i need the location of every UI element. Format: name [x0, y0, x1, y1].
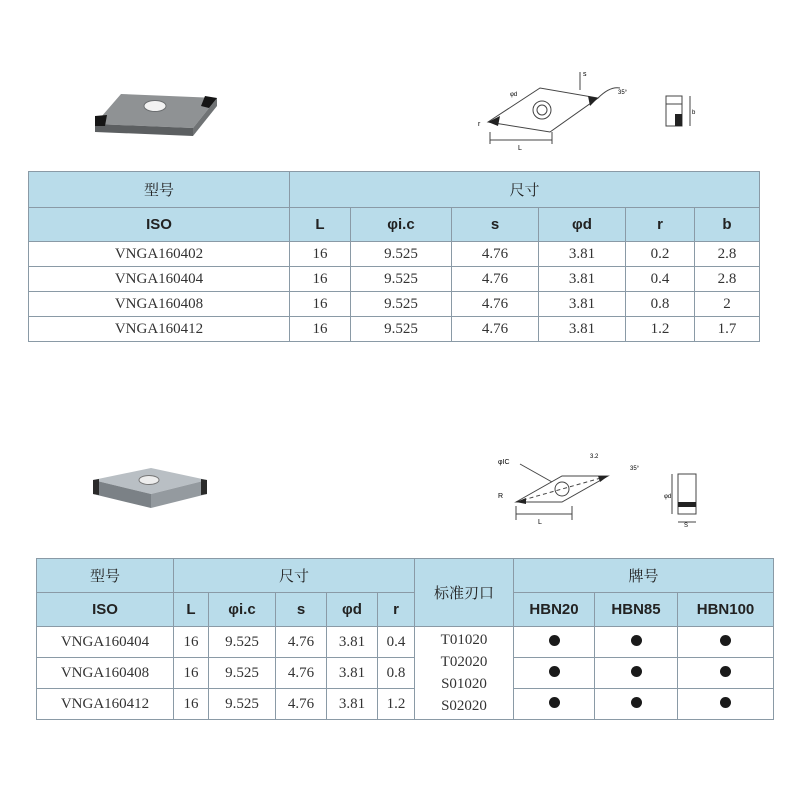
cell-s: 4.76: [452, 317, 539, 342]
cell-d: 3.81: [539, 292, 626, 317]
header-b: b: [695, 208, 760, 242]
header-edge: 标准刃口: [415, 559, 514, 627]
header-model: 型号: [29, 172, 290, 208]
table-row: [29, 292, 760, 317]
header-model: 型号: [37, 559, 174, 593]
availability-dot-icon: [720, 697, 731, 708]
cell-L: 16: [290, 317, 351, 342]
header-s: s: [452, 208, 539, 242]
drawing2-label-R: R: [498, 493, 504, 500]
cell-ic: 9.525: [351, 267, 452, 292]
insert-image-2: [85, 462, 215, 514]
cell-hbn85: [595, 689, 678, 720]
table-row: [29, 267, 760, 292]
table-row: [29, 242, 760, 267]
cell-iso: VNGA160412: [37, 689, 174, 720]
cell-r: 0.4: [378, 627, 415, 658]
spec-table-1: [28, 171, 760, 342]
header-grade: 牌号: [514, 559, 774, 593]
cell-ic: 9.525: [351, 292, 452, 317]
cell-L: 16: [290, 292, 351, 317]
cell-ic: 9.525: [351, 242, 452, 267]
table-row: [37, 689, 774, 720]
cell-s: 4.76: [452, 267, 539, 292]
availability-dot-icon: [720, 635, 731, 646]
header-iso: ISO: [29, 208, 290, 242]
cell-edge-codes: [415, 627, 514, 720]
cell-hbn100: [678, 658, 774, 689]
cell-d: 3.81: [327, 658, 378, 689]
cell-hbn85: [595, 658, 678, 689]
cell-s: 4.76: [276, 689, 327, 720]
header-hbn100: HBN100: [678, 593, 774, 627]
cell-s: 4.76: [276, 627, 327, 658]
cell-r: 0.8: [378, 658, 415, 689]
technical-drawing-2: [490, 446, 660, 534]
drawing1-label-d: φd: [510, 92, 518, 98]
cell-hbn100: [678, 689, 774, 720]
edge-code: T02020: [440, 654, 488, 670]
availability-dot-icon: [631, 635, 642, 646]
cell-hbn20: [514, 689, 595, 720]
side-view-drawing-2: [664, 468, 708, 528]
cell-ic: 9.525: [209, 627, 276, 658]
header-dimensions: 尺寸: [290, 172, 760, 208]
cell-s: 4.76: [276, 658, 327, 689]
cell-hbn20: [514, 658, 595, 689]
technical-drawing-1: [470, 60, 650, 160]
edge-code: S02020: [441, 698, 487, 714]
cell-d: 3.81: [539, 267, 626, 292]
header-L: L: [290, 208, 351, 242]
cell-iso: VNGA160404: [37, 627, 174, 658]
cell-r: 0.4: [626, 267, 695, 292]
header-s: s: [276, 593, 327, 627]
cell-L: 16: [174, 658, 209, 689]
table-row: [37, 658, 774, 689]
cell-b: 2.8: [695, 267, 760, 292]
availability-dot-icon: [549, 697, 560, 708]
cell-ic: 9.525: [209, 689, 276, 720]
spec-table-2: [36, 558, 774, 720]
header-d: φd: [327, 593, 378, 627]
edge-code: T01020: [440, 632, 488, 648]
availability-dot-icon: [631, 666, 642, 677]
header-dimensions: 尺寸: [174, 559, 415, 593]
cell-s: 4.76: [452, 292, 539, 317]
cell-iso: VNGA160408: [29, 292, 290, 317]
cell-b: 1.7: [695, 317, 760, 342]
header-r: r: [626, 208, 695, 242]
cell-iso: VNGA160404: [29, 267, 290, 292]
header-d: φd: [539, 208, 626, 242]
table-row: [37, 627, 774, 658]
cell-b: 2.8: [695, 242, 760, 267]
cell-d: 3.81: [327, 689, 378, 720]
cell-iso: VNGA160408: [37, 658, 174, 689]
cell-b: 2: [695, 292, 760, 317]
availability-dot-icon: [549, 635, 560, 646]
side-view-drawing-1: [660, 92, 700, 132]
header-hbn20: HBN20: [514, 593, 595, 627]
drawing1-label-s: s: [583, 71, 587, 78]
header-L: L: [174, 593, 209, 627]
drawing2-label-angle: 35°: [630, 466, 640, 472]
drawing2-label-s: S: [684, 523, 689, 528]
availability-dot-icon: [720, 666, 731, 677]
header-ic: φi.c: [351, 208, 452, 242]
cell-ic: 9.525: [209, 658, 276, 689]
drawing2-label-d: φd: [664, 494, 672, 500]
drawing1-label-L: L: [518, 145, 522, 152]
drawing1-label-r: r: [478, 121, 481, 128]
cell-d: 3.81: [539, 242, 626, 267]
cell-L: 16: [290, 242, 351, 267]
cell-d: 3.81: [539, 317, 626, 342]
header-ic: φi.c: [209, 593, 276, 627]
drawing1-label-b: b: [692, 110, 696, 116]
cell-r: 1.2: [626, 317, 695, 342]
drawing2-label-dim: 3.2: [590, 454, 599, 460]
cell-ic: 9.525: [351, 317, 452, 342]
header-hbn85: HBN85: [595, 593, 678, 627]
cell-r: 0.2: [626, 242, 695, 267]
cell-hbn100: [678, 627, 774, 658]
header-r: r: [378, 593, 415, 627]
cell-iso: VNGA160402: [29, 242, 290, 267]
cell-s: 4.76: [452, 242, 539, 267]
cell-hbn85: [595, 627, 678, 658]
cell-L: 16: [174, 627, 209, 658]
edge-code: S01020: [441, 676, 487, 692]
cell-d: 3.81: [327, 627, 378, 658]
cell-L: 16: [290, 267, 351, 292]
availability-dot-icon: [631, 697, 642, 708]
cell-r: 0.8: [626, 292, 695, 317]
cell-iso: VNGA160412: [29, 317, 290, 342]
cell-r: 1.2: [378, 689, 415, 720]
drawing1-label-angle: 35°: [618, 90, 628, 96]
cell-L: 16: [174, 689, 209, 720]
insert-image-1: [85, 88, 225, 140]
availability-dot-icon: [549, 666, 560, 677]
cell-hbn20: [514, 627, 595, 658]
table-row: [29, 317, 760, 342]
drawing2-label-ic: φIC: [498, 459, 510, 466]
drawing2-label-L: L: [538, 519, 542, 526]
header-iso: ISO: [37, 593, 174, 627]
